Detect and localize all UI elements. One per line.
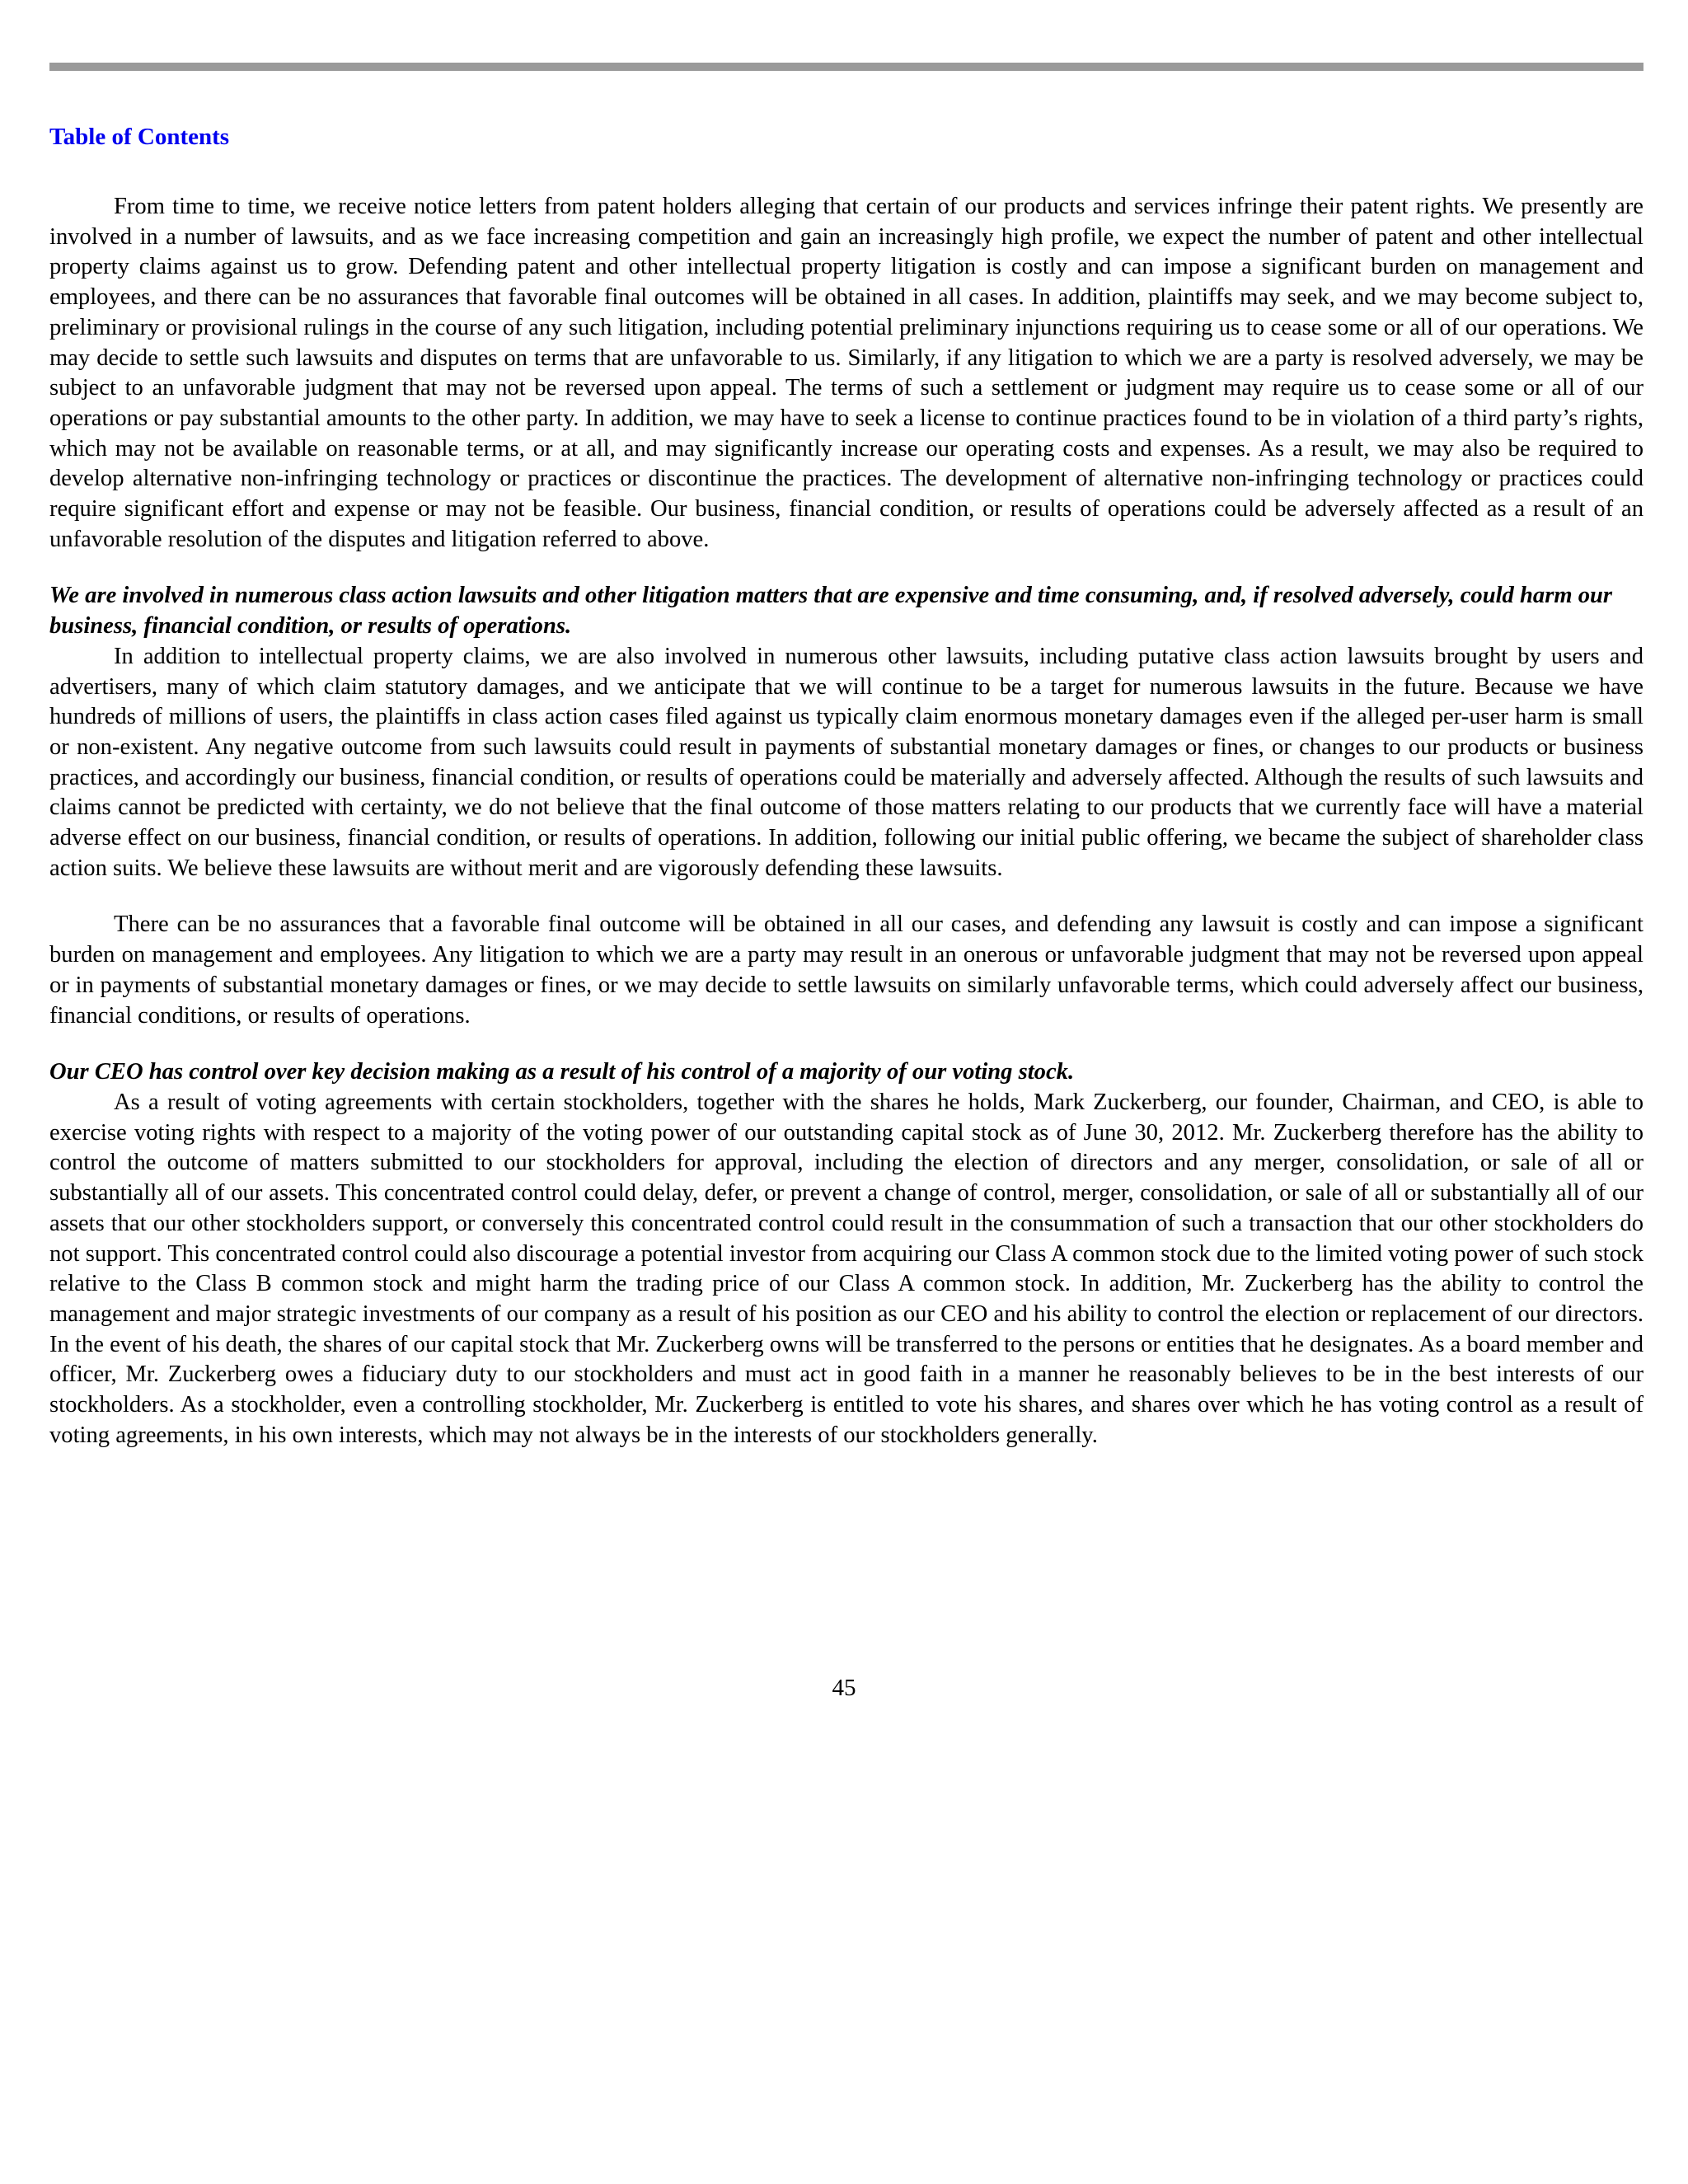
paragraph-ceo-control: As a result of voting agreements with certain stockholders, together with the shares he holds, Mark Zuckerberg, our founder, Chairman, and CEO, is able to exercise voting rights with respect to a majority of the voting power of our outstanding capital stock as of June 30, 2012. Mr. Zuckerberg therefore has the ability to control the outcome of matters submitted to our stockholders for approval, including the election of directors and any merger, consolidation, or sale of all or substantially all of our assets. This concentrated control could delay, defer, or prevent a change of control, merger, consolidation, or sale of all or substantially all of our assets that our other stockholders support, or conversely this concentrated control could result in the consummation of such a transaction that our other stockholders do not support. This concentrated control could also discourage a potential investor from acquiring our Class A common stock due to the limited voting power of such stock relative to the Class B common stock and might harm the trading price of our Class A common stock. In addition, Mr. Zuckerberg has the ability to control the management and major strategic investments of our company as a result of his position as our CEO and his ability to control the election or replacement of our directors. In the event of his death, the shares of our capital stock that Mr. Zuckerberg owns will be transferred to the persons or entities that he designates. As a board member and officer, Mr. Zuckerberg owes a fiduciary duty to our stockholders and must act in good faith in a manner he reasonably believes to be in the best interests of our stockholders. As a stockholder, even a controlling stockholder, Mr. Zuckerberg is entitled to vote his shares, and shares over which he has voting control as a result of voting agreements, in his own interests, which may not always be in the interests of our stockholders generally.	[49, 1089, 1643, 1448]
table-of-contents-link[interactable]: Table of Contents	[49, 124, 230, 150]
document-body	[49, 192, 1643, 1451]
paragraph-class-action: In addition to intellectual property claims, we are also involved in numerous other lawsuits, including putative class action lawsuits brought by users and advertisers, many of which claim statutory damages, and we anticipate that we will continue to be a target for numerous lawsuits in the future. Because we have hundreds of millions of users, the plaintiffs in class action cases filed against us typically claim enormous monetary damages even if the alleged per-user harm is small or non-existent. Any negative outcome from such lawsuits could result in payments of substantial monetary damages or fines, or changes to our products or business practices, and accordingly our business, financial condition, or results of operations could be materially and adversely affected. Although the results of such lawsuits and claims cannot be predicted with certainty, we do not believe that the final outcome of those matters relating to our products that we currently face will have a material adverse effect on our business, financial condition, or results of operations. In addition, following our initial public offering, we became the subject of shareholder class action suits. We believe these lawsuits are without merit and are vigorously defending these lawsuits.	[49, 643, 1643, 881]
section-heading-class-action: We are involved in numerous class action lawsuits and other litigation matters that are expensive and time consuming, and, if resolved adversely, could harm our business, financial condition, or results of operations.	[49, 583, 1613, 640]
paragraph-patent-claims: From time to time, we receive notice letters from patent holders alleging that certain of our products and services infringe their patent rights. We presently are involved in a number of lawsuits, and as we face increasing competition and gain an increasingly high profile, we expect the number of patent and other intellectual property claims against us to grow. Defending patent and other intellectual property litigation is costly and can impose a significant burden on management and employees, and there can be no assurances that favorable final outcomes will be obtained in all cases. In addition, plaintiffs may seek, and we may become subject to, preliminary or provisional rulings in the course of any such litigation, including potential preliminary injunctions requiring us to cease some or all of our operations. We may decide to settle such lawsuits and disputes on terms that are unfavorable to us. Similarly, if any litigation to which we are a party is resolved adversely, we may be subject to an unfavorable judgment that may not be reversed upon appeal. The terms of such a settlement or judgment may require us to cease some or all of our operations or pay substantial amounts to the other party. In addition, we may have to seek a license to continue practices found to be in violation of a third party’s rights, which may not be available on reasonable terms, or at all, and may significantly increase our operating costs and expenses. As a result, we may also be required to develop alternative non-infringing technology or practices or discontinue the practices. The development of alternative non-infringing technology or practices could require significant effort and expense or may not be feasible. Our business, financial condition, or results of operations could be adversely affected as a result of an unfavorable resolution of the disputes and litigation referred to above.	[49, 194, 1643, 552]
section-heading-ceo-control: Our CEO has control over key decision making as a result of his control of a majority of our voting stock.	[49, 1059, 1075, 1085]
paragraph-assurances: There can be no assurances that a favorable final outcome will be obtained in all our cases, and defending any lawsuit is costly and can impose a significant burden on management and employees. Any litigation to which we are a party may result in an onerous or unfavorable judgment that may not be reversed upon appeal or in payments of substantial monetary damages or fines, or we may decide to settle lawsuits on similarly unfavorable terms, which could adversely affect our business, financial conditions, or results of operations.	[49, 912, 1643, 1029]
top-divider	[49, 63, 1643, 71]
page-number: 45	[832, 1675, 856, 1701]
